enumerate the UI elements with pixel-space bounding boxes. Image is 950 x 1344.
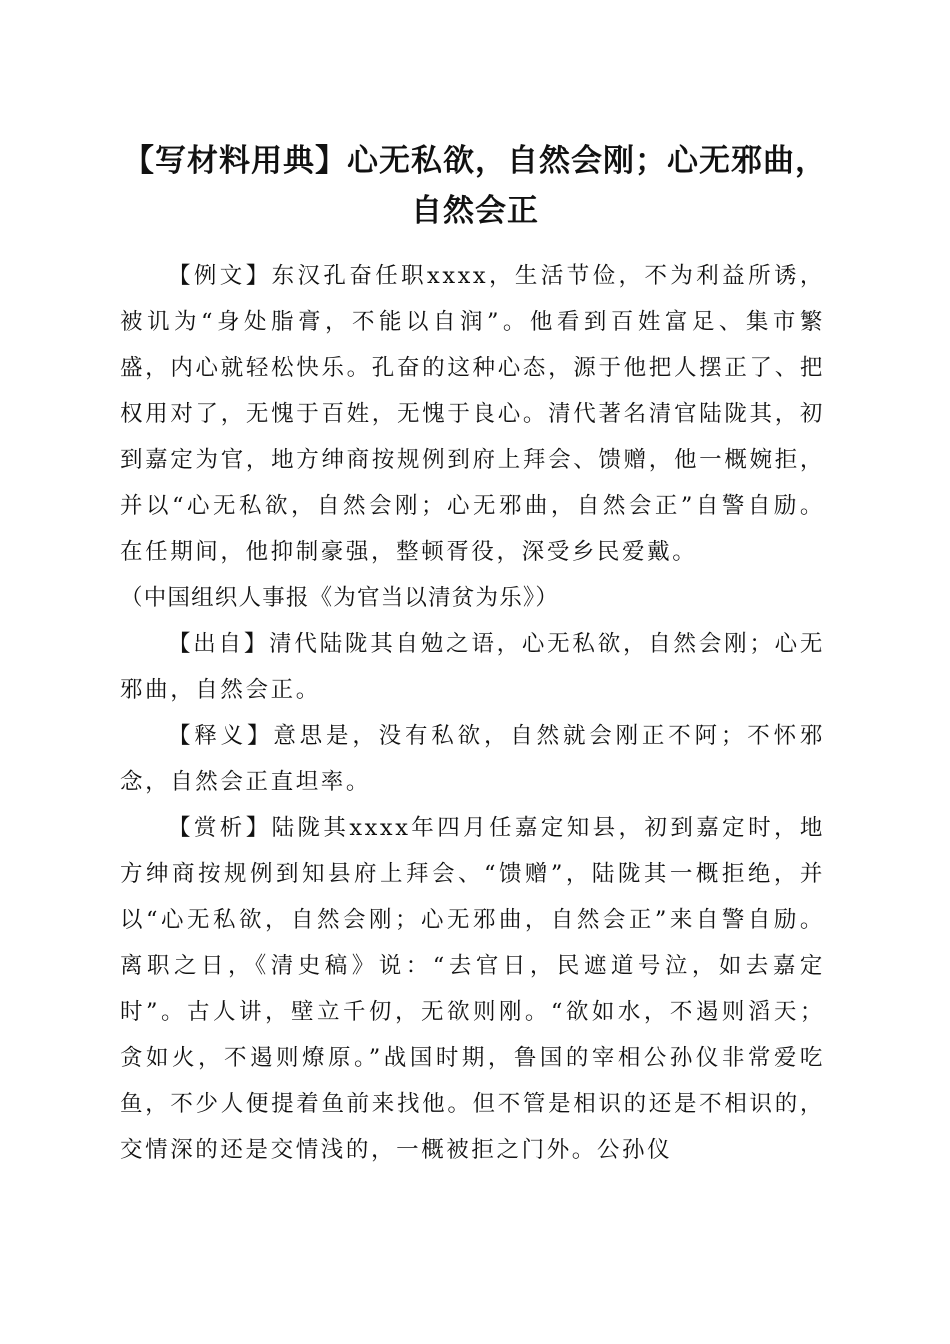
paragraph-appreciation [120,805,825,1173]
paragraph-tag: 【释义】 [168,723,274,749]
paragraph-tag: 【赏析】 [168,815,272,841]
paragraph-text: 陆陇其xxxx年四月任嘉定知县，初到嘉定时，地方绅商按规例到知县府上拜会、“馈赠”，陆陇其一概拒绝，并以“心无私欲，自然会刚；心无邪曲，自然会正”来自警自励。离职之日，《清史稿》说：“去官日，民遮道号泣，如去嘉定时”。古人讲，壁立千仞，无欲则刚。“欲如水，不遏则滔天；贪如火，不遏则燎原。”战国时期，鲁国的宰相公孙仪非常爱吃鱼，不少人便提着鱼前来找他。但不管是相识的还是不相识的，交情深的还是交情浅的，一概被拒之门外。公孙仪 [120,815,825,1163]
paragraph-example [120,253,825,575]
paragraph-tag: 【出自】 [168,631,270,657]
document-title: 【写材料用典】心无私欲，自然会刚；心无邪曲，自然会正 [123,143,827,229]
paragraph-meaning [120,713,825,805]
paragraph-text: 东汉孔奋任职xxxx，生活节俭，不为利益所诱，被讥为“身处脂膏，不能以自润”。他看到百姓富足、集市繁盛，内心就轻松快乐。孔奋的这种心态，源于他把人摆正了、把权用对了，无愧于百姓，无愧于良心。清代著名清官陆陇其，初到嘉定为官，地方绅商按规例到府上拜会、馈赠，他一概婉拒，并以“心无私欲，自然会刚；心无邪曲，自然会正”自警自励。在任期间，他抑制豪强，整顿胥役，深受乡民爱戴。 [120,263,825,565]
paragraph-text: （中国组织人事报《为官当以清贫为乐》） [120,585,560,611]
document-body [120,253,825,1173]
paragraph-tag: 【例文】 [168,263,272,289]
paragraph-text: 意思是，没有私欲，自然就会刚正不阿；不怀邪念，自然会正直坦率。 [120,723,825,795]
paragraph-source [120,621,825,713]
paragraph-citation [120,575,825,621]
paragraph-text: 清代陆陇其自勉之语，心无私欲，自然会刚；心无邪曲，自然会正。 [120,631,825,703]
